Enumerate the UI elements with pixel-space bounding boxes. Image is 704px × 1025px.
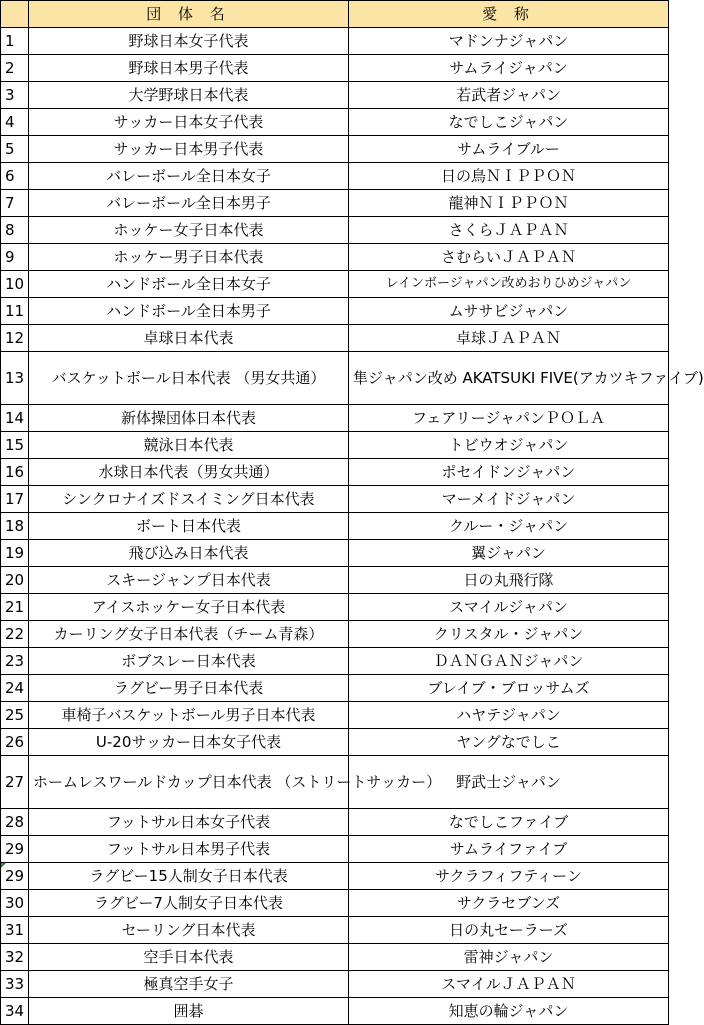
table-row xyxy=(1,621,669,648)
nickname-cell[interactable]: クリスタル・ジャパン xyxy=(349,621,669,648)
row-number-cell[interactable]: 23 xyxy=(1,648,29,675)
table-row xyxy=(1,702,669,729)
org-name-cell[interactable]: U-20サッカー日本女子代表 xyxy=(29,729,349,756)
row-number-cell[interactable]: 28 xyxy=(1,809,29,836)
nickname-cell[interactable]: 日の丸飛行隊 xyxy=(349,567,669,594)
table-row xyxy=(1,163,669,190)
nickname-cell[interactable]: サムライブルー xyxy=(349,136,669,163)
org-name-cell[interactable]: ボブスレー日本代表 xyxy=(29,648,349,675)
nickname-cell[interactable]: サムライジャパン xyxy=(349,55,669,82)
nickname-cell[interactable]: 翼ジャパン xyxy=(349,540,669,567)
org-name-cell[interactable]: ラグビー15人制女子日本代表 xyxy=(29,863,349,890)
header-nickname-cell[interactable]: 愛 称 xyxy=(349,1,669,28)
table-row xyxy=(1,190,669,217)
nickname-cell[interactable]: マーメイドジャパン xyxy=(349,486,669,513)
nickname-cell[interactable]: ＤＡＮＧＡＮジャパン xyxy=(349,648,669,675)
row-number-cell[interactable]: 24 xyxy=(1,675,29,702)
row-number-cell[interactable]: 4 xyxy=(1,109,29,136)
row-number-cell[interactable]: 7 xyxy=(1,190,29,217)
table-row xyxy=(1,540,669,567)
nickname-cell[interactable]: サムライファイブ xyxy=(349,836,669,863)
table-row xyxy=(1,405,669,432)
nickname-cell[interactable]: スマイルジャパン xyxy=(349,594,669,621)
table-row xyxy=(1,136,669,163)
nickname-cell[interactable]: 野武士ジャパン xyxy=(349,756,669,809)
table-row xyxy=(1,944,669,971)
row-number-cell[interactable]: 9 xyxy=(1,244,29,271)
nickname-cell[interactable]: なでしこファイブ xyxy=(349,809,669,836)
row-number-cell[interactable]: 11 xyxy=(1,298,29,325)
table-row xyxy=(1,459,669,486)
table-row xyxy=(1,244,669,271)
org-name-cell[interactable]: カーリング女子日本代表（チーム青森） xyxy=(29,621,349,648)
nickname-cell[interactable]: ヤングなでしこ xyxy=(349,729,669,756)
table-row xyxy=(1,809,669,836)
row-number-cell[interactable]: 25 xyxy=(1,702,29,729)
nickname-cell[interactable]: さむらいＪＡＰＡＮ xyxy=(349,244,669,271)
nickname-cell[interactable]: ポセイドンジャパン xyxy=(349,459,669,486)
nickname-cell[interactable]: サクラフィフティーン xyxy=(349,863,669,890)
org-name-cell[interactable]: バレーボール全日本女子 xyxy=(29,163,349,190)
org-name-cell[interactable]: ラグビー男子日本代表 xyxy=(29,675,349,702)
row-number-cell[interactable]: 5 xyxy=(1,136,29,163)
row-number-cell[interactable]: 6 xyxy=(1,163,29,190)
org-name-cell[interactable]: ハンドボール全日本男子 xyxy=(29,298,349,325)
row-number-cell[interactable]: 17 xyxy=(1,486,29,513)
nickname-cell[interactable]: なでしこジャパン xyxy=(349,109,669,136)
row-number-cell[interactable]: 34 xyxy=(1,998,29,1025)
org-name-cell[interactable]: ホームレスワールドカップ日本代表 （ストリートサッカー） xyxy=(29,756,349,809)
org-name-cell[interactable]: サッカー日本男子代表 xyxy=(29,136,349,163)
nickname-cell[interactable]: マドンナジャパン xyxy=(349,28,669,55)
row-number-cell[interactable]: 2 xyxy=(1,55,29,82)
nickname-cell[interactable]: レインボージャパン改めおりひめジャパン xyxy=(349,271,669,298)
org-name-cell[interactable]: 囲碁 xyxy=(29,998,349,1025)
row-number-cell[interactable]: 13 xyxy=(1,352,29,405)
table-row xyxy=(1,486,669,513)
nickname-cell[interactable]: ブレイブ・ブロッサムズ xyxy=(349,675,669,702)
row-number-cell[interactable]: 12 xyxy=(1,325,29,352)
table-row xyxy=(1,352,669,405)
table-body xyxy=(1,28,704,1025)
row-number-cell[interactable]: 21 xyxy=(1,594,29,621)
row-number-cell[interactable]: 22 xyxy=(1,621,29,648)
org-name-cell[interactable]: 水球日本代表（男女共通） xyxy=(29,459,349,486)
table-row xyxy=(1,513,669,540)
nickname-cell[interactable]: 知恵の輪ジャパン xyxy=(349,998,669,1025)
table-row xyxy=(1,648,669,675)
nickname-cell[interactable]: トビウオジャパン xyxy=(349,432,669,459)
header-org-cell[interactable]: 団 体 名 xyxy=(29,1,349,28)
row-number-cell[interactable]: 8 xyxy=(1,217,29,244)
row-number-cell[interactable]: 1 xyxy=(1,28,29,55)
table-row xyxy=(1,756,669,809)
table-row xyxy=(1,675,669,702)
nickname-cell[interactable]: ムササビジャパン xyxy=(349,298,669,325)
org-name-cell[interactable]: 空手日本代表 xyxy=(29,944,349,971)
nickname-cell[interactable]: 龍神ＮＩＰＰＯＮ xyxy=(349,190,669,217)
row-number-cell[interactable]: 32 xyxy=(1,944,29,971)
table-row xyxy=(1,432,669,459)
org-name-cell[interactable]: 飛び込み日本代表 xyxy=(29,540,349,567)
org-name-cell[interactable]: スキージャンプ日本代表 xyxy=(29,567,349,594)
table-row xyxy=(1,325,669,352)
table-row xyxy=(1,567,669,594)
table-row xyxy=(1,594,669,621)
row-number-cell[interactable]: 30 xyxy=(1,890,29,917)
org-name-cell[interactable]: 車椅子バスケットボール男子日本代表 xyxy=(29,702,349,729)
table-row xyxy=(1,863,669,890)
row-number-cell[interactable]: 18 xyxy=(1,513,29,540)
nickname-cell[interactable]: 雷神ジャパン xyxy=(349,944,669,971)
table-row xyxy=(1,836,669,863)
nickname-cell[interactable]: クルー・ジャパン xyxy=(349,513,669,540)
row-number-cell[interactable]: 29 xyxy=(1,863,29,890)
org-name-cell[interactable]: 新体操団体日本代表 xyxy=(29,405,349,432)
table-row xyxy=(1,971,669,998)
org-name-cell[interactable]: アイスホッケー女子日本代表 xyxy=(29,594,349,621)
org-name-cell[interactable]: セーリング日本代表 xyxy=(29,917,349,944)
org-name-cell[interactable]: シンクロナイズドスイミング日本代表 xyxy=(29,486,349,513)
nickname-cell[interactable]: スマイルＪＡＰＡＮ xyxy=(349,971,669,998)
org-name-cell[interactable]: ラグビー7人制女子日本代表 xyxy=(29,890,349,917)
table-row xyxy=(1,28,669,55)
org-name-cell[interactable]: 大学野球日本代表 xyxy=(29,82,349,109)
row-number-cell[interactable]: 16 xyxy=(1,459,29,486)
org-name-cell[interactable]: 卓球日本代表 xyxy=(29,325,349,352)
org-name-cell[interactable]: ホッケー女子日本代表 xyxy=(29,217,349,244)
table-row xyxy=(1,729,669,756)
table-row xyxy=(1,82,669,109)
nickname-cell[interactable]: さくらＪＡＰＡＮ xyxy=(349,217,669,244)
org-name-cell[interactable]: ハンドボール全日本女子 xyxy=(29,271,349,298)
nickname-cell[interactable]: 隼ジャパン改め AKATSUKI FIVE(アカツキファイブ) xyxy=(349,352,669,405)
nickname-cell[interactable]: ハヤテジャパン xyxy=(349,702,669,729)
table-row xyxy=(1,298,669,325)
org-name-cell[interactable]: ボート日本代表 xyxy=(29,513,349,540)
nickname-cell[interactable]: 卓球ＪＡＰＡＮ xyxy=(349,325,669,352)
org-name-cell[interactable]: 極真空手女子 xyxy=(29,971,349,998)
org-name-cell[interactable]: フットサル日本女子代表 xyxy=(29,809,349,836)
row-number-cell[interactable]: 19 xyxy=(1,540,29,567)
row-number-cell[interactable]: 10 xyxy=(1,271,29,298)
row-number-cell[interactable]: 29 xyxy=(1,836,29,863)
header-number-cell[interactable] xyxy=(1,1,29,28)
nickname-cell[interactable]: 若武者ジャパン xyxy=(349,82,669,109)
org-name-cell[interactable]: フットサル日本男子代表 xyxy=(29,836,349,863)
row-number-cell[interactable]: 27 xyxy=(1,756,29,809)
org-name-cell[interactable]: バスケットボール日本代表 （男女共通） xyxy=(29,352,349,405)
org-name-cell[interactable]: 野球日本女子代表 xyxy=(29,28,349,55)
org-name-cell[interactable]: バレーボール全日本男子 xyxy=(29,190,349,217)
table-row xyxy=(1,55,669,82)
table-row xyxy=(1,998,669,1025)
header-row xyxy=(1,1,669,28)
row-number-cell[interactable]: 14 xyxy=(1,405,29,432)
row-number-cell[interactable]: 33 xyxy=(1,971,29,998)
row-number-cell[interactable]: 20 xyxy=(1,567,29,594)
nickname-cell[interactable]: 日の鳥ＮＩＰＰＯＮ xyxy=(349,163,669,190)
org-name-cell[interactable]: サッカー日本女子代表 xyxy=(29,109,349,136)
table-row xyxy=(1,217,669,244)
org-name-cell[interactable]: 野球日本男子代表 xyxy=(29,55,349,82)
row-number-cell[interactable]: 31 xyxy=(1,917,29,944)
nickname-cell[interactable]: 日の丸セーラーズ xyxy=(349,917,669,944)
table-row xyxy=(1,109,669,136)
row-number-cell[interactable]: 3 xyxy=(1,82,29,109)
org-name-cell[interactable]: ホッケー男子日本代表 xyxy=(29,244,349,271)
org-name-cell[interactable]: 競泳日本代表 xyxy=(29,432,349,459)
row-number-cell[interactable]: 15 xyxy=(1,432,29,459)
nickname-cell[interactable]: サクラセブンズ xyxy=(349,890,669,917)
row-number-cell[interactable]: 26 xyxy=(1,729,29,756)
table-row xyxy=(1,890,669,917)
nickname-cell[interactable]: フェアリージャパンＰＯＬＡ xyxy=(349,405,669,432)
table-row xyxy=(1,917,669,944)
table-row xyxy=(1,271,669,298)
